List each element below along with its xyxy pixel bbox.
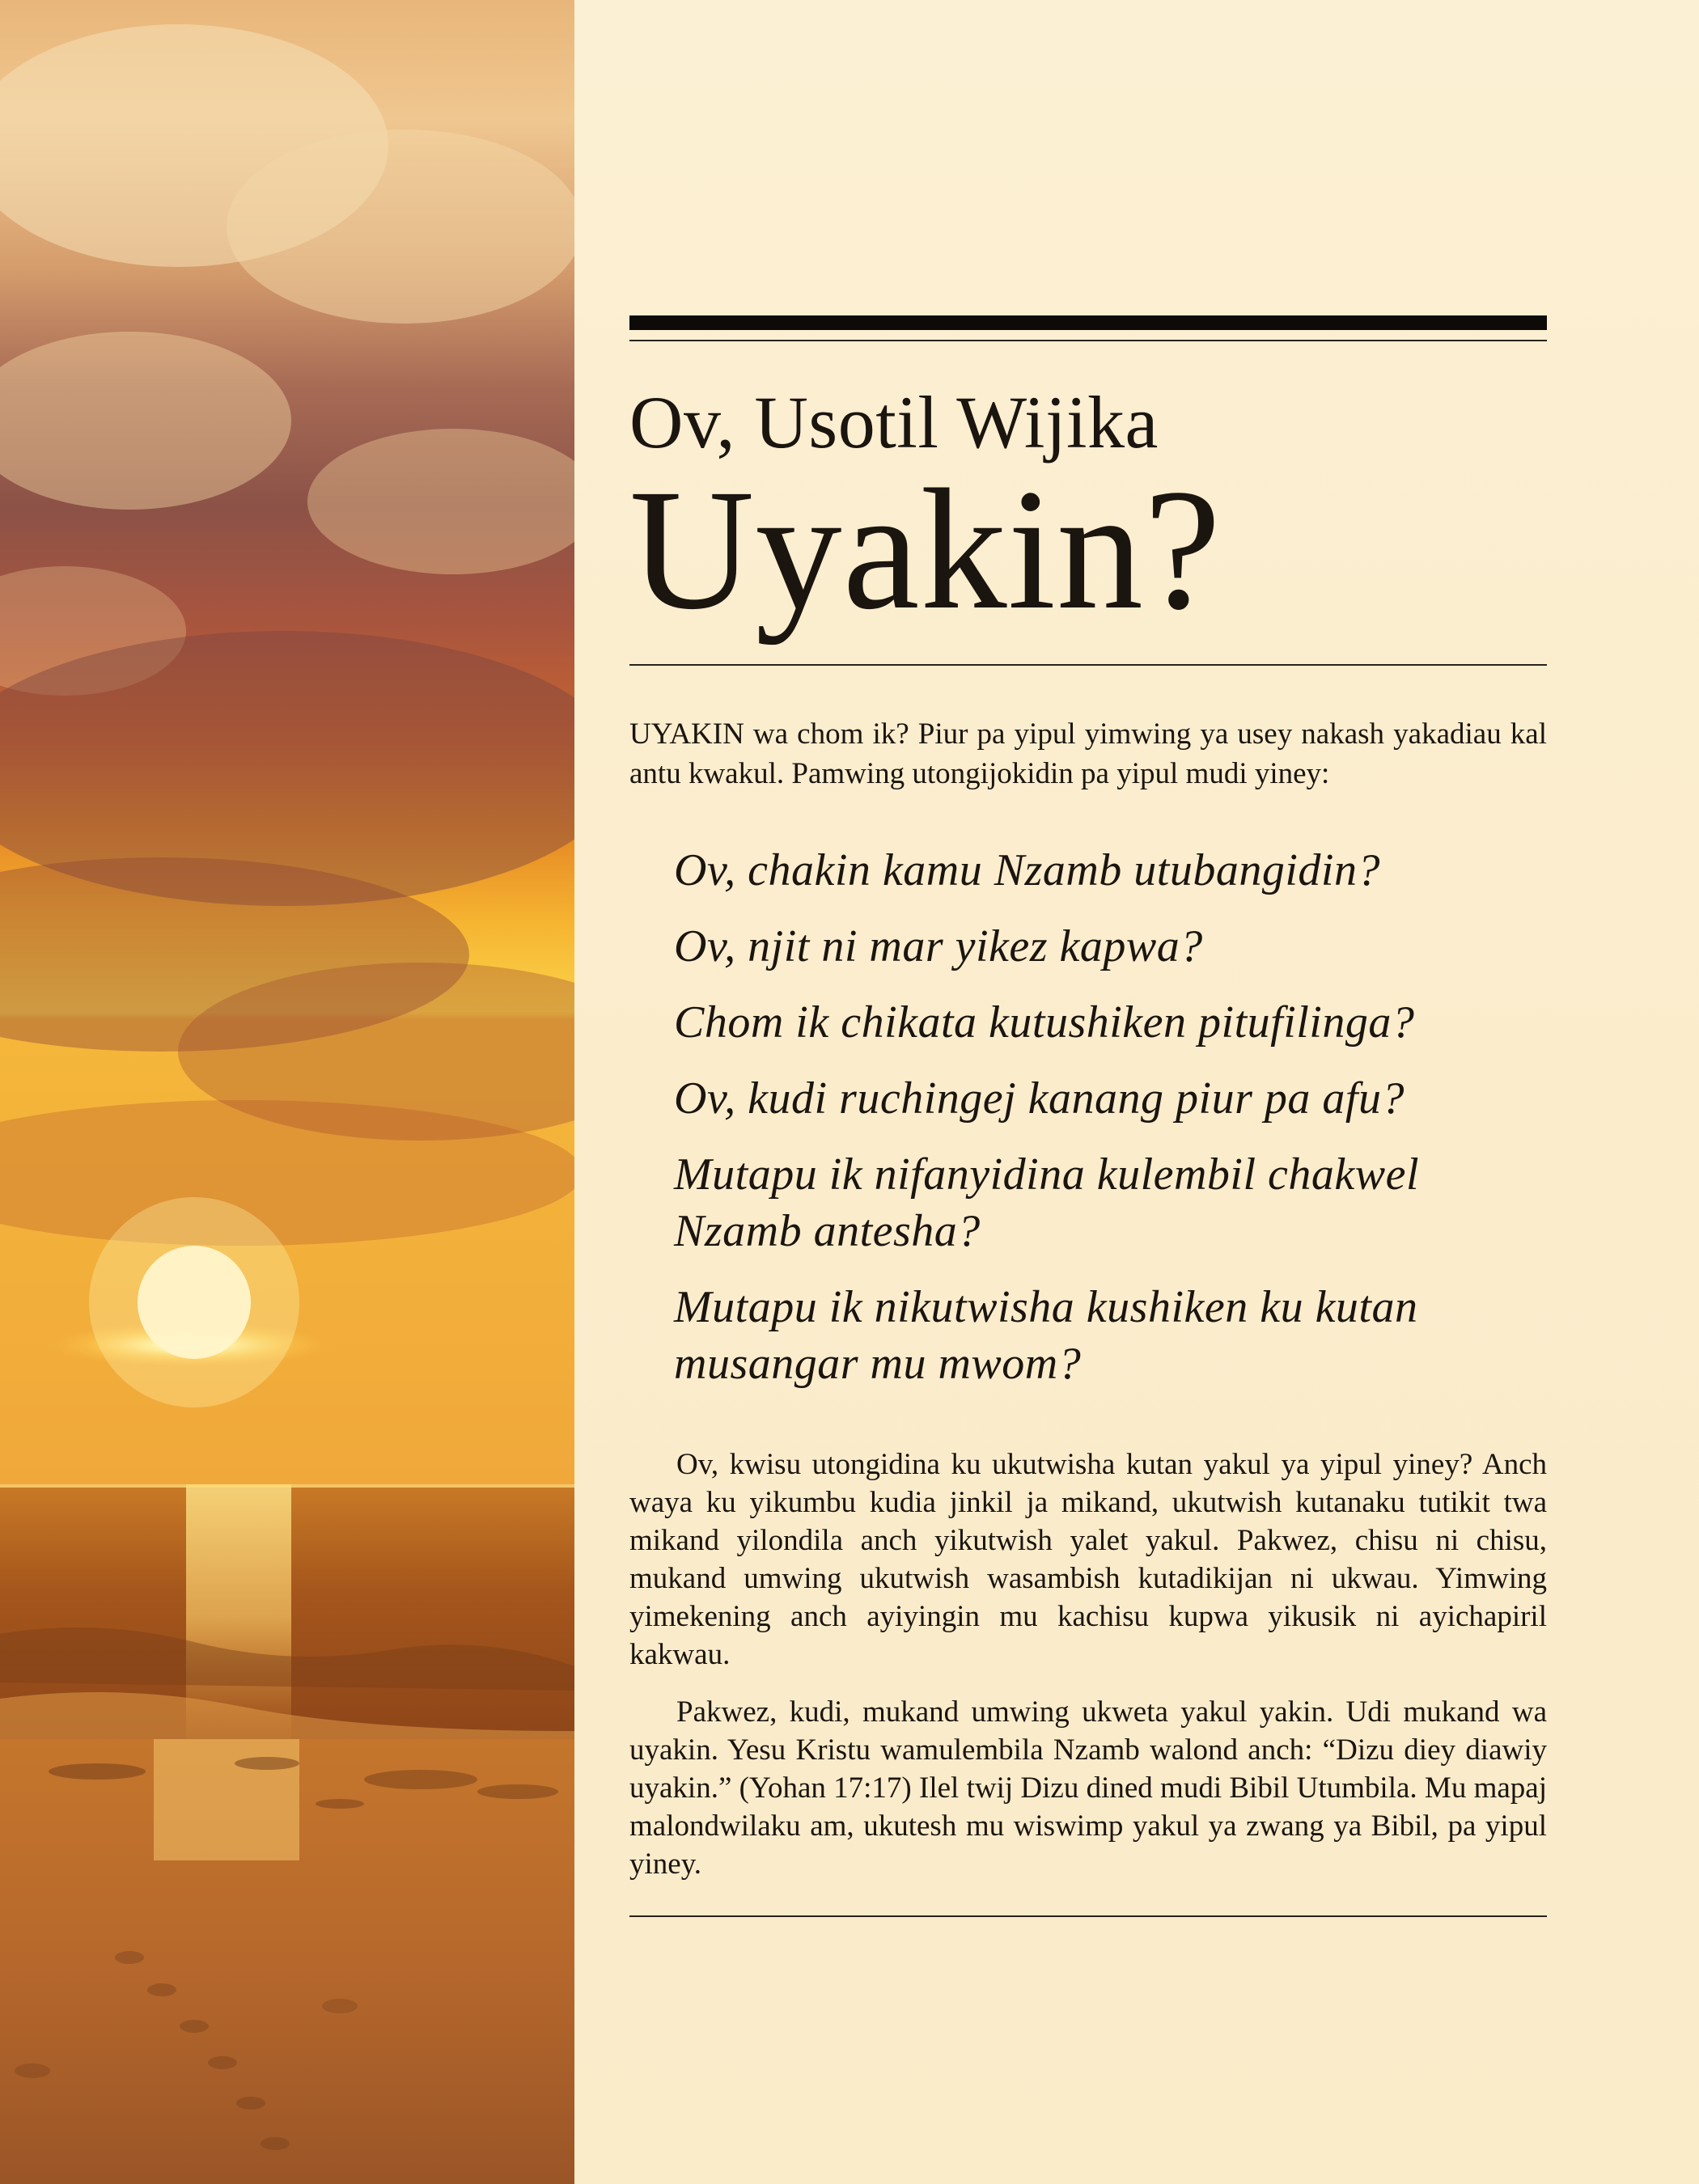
top-thin-rule [629, 340, 1547, 341]
body-text [629, 1445, 1547, 1883]
bottom-rule [629, 1915, 1547, 1917]
title-line-2: Uyakin? [629, 453, 1222, 645]
title-line-1: Ov, Usotil Wijika [629, 381, 1159, 463]
sunset-photo [0, 0, 574, 2184]
top-thick-rule [629, 315, 1547, 330]
intro-paragraph: UYAKIN wa chom ik? Piur pa yipul yimwing ya usey nakash yakadiau kal antu kwakul. Pamwing utongijokidin pa yipul mudi yiney: [629, 717, 1547, 790]
body-paragraph-1: Ov, kwisu utongidina ku ukutwisha kutan yakul ya yipul yiney? Anch waya ku yikumbu kudia jinkil ja mikand, ukutwish kutanaku tutikit twa mikand yilondila anch yikutwish yalet yakul. Pakwez, chisu ni chisu, mukand umwing ukutwish wasambish kutadikijan ni ukwau. Yimwing yimekening anch ayiyingin mu kachisu kupwa yikusik ni ayichapiril kakwau. [629, 1447, 1547, 1671]
article-page [574, 0, 1699, 2184]
question-item: Ov, chakin kamu Nzamb utubangidin? [674, 844, 1380, 895]
question-list [629, 842, 1547, 1392]
question-item: Mutapu ik nikutwisha kushiken ku kutan musangar mu mwom? [674, 1281, 1418, 1389]
article-column [629, 315, 1547, 1917]
question-item: Ov, kudi ruchingej kanang piur pa afu? [674, 1073, 1405, 1124]
body-paragraph-2: Pakwez, kudi, mukand umwing ukweta yakul yakin. Udi mukand wa uyakin. Yesu Kristu wamulembila Nzamb walond anch: “Dizu diey diawiy uyakin.” (Yohan 17:17) Ilel twij Dizu dined mudi Bibil Utumbila. Mu mapaj malondwilaku am, ukutesh mu wiswimp yakul ya zwang ya Bibil, pa yipul yiney. [629, 1695, 1547, 1881]
question-item: Ov, njit ni mar yikez kapwa? [674, 921, 1203, 971]
question-item: Mutapu ik nifanyidina kulembil chakwel Nzamb antesha? [674, 1149, 1420, 1256]
question-item: Chom ik chikata kutushiken pitufilinga? [674, 997, 1415, 1048]
title-rule [629, 664, 1547, 666]
